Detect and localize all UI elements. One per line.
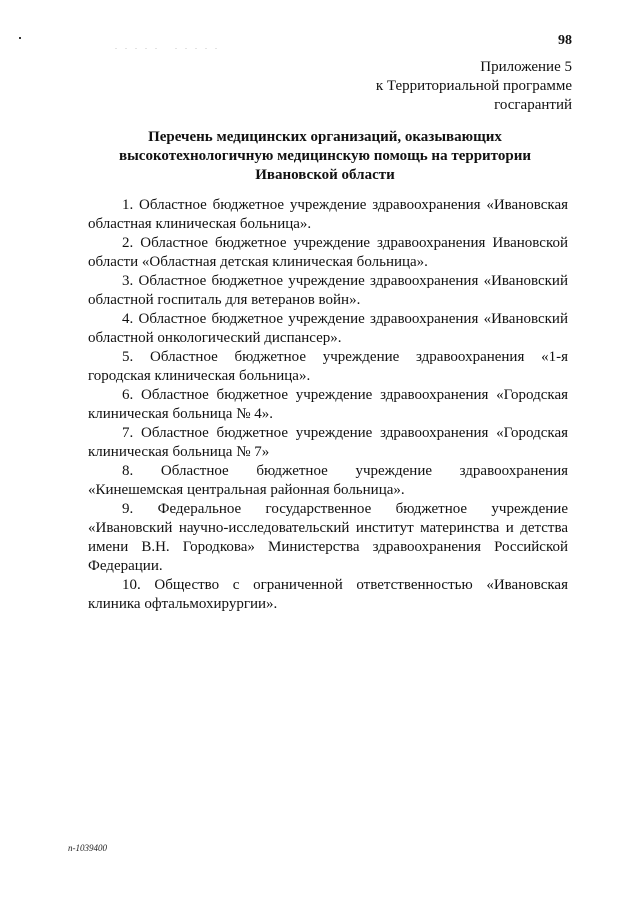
item-line: имени В.Н. Городкова» Министерства здравоохранения Российской <box>88 539 568 555</box>
list-item <box>88 196 568 234</box>
scan-noise: . . . . . . . . . . <box>115 42 220 51</box>
title-line: высокотехнологичную медицинскую помощь на территории <box>119 148 531 164</box>
organization-list <box>88 196 568 614</box>
item-line: клиническая больница № 7» <box>88 444 270 460</box>
document-title <box>90 128 560 185</box>
item-line: 1. Областное бюджетное учреждение здравоохранения «Ивановская <box>122 197 568 213</box>
item-line: «Ивановский научно-исследовательский институт материнства и детства <box>88 520 568 536</box>
list-item <box>88 348 568 386</box>
appendix-line: к Территориальной программе <box>375 78 572 94</box>
item-line: 3. Областное бюджетное учреждение здравоохранения «Ивановский <box>122 273 568 289</box>
title-line: Ивановской области <box>255 167 395 183</box>
item-line: 10. Общество с ограниченной ответственностью «Ивановская <box>122 577 568 593</box>
item-line: 8. Областное бюджетное учреждение здравоохранения <box>122 463 568 479</box>
footer-code: п-1039400 <box>68 843 107 853</box>
item-line: областной онкологический диспансер». <box>88 330 342 346</box>
item-line: городская клиническая больница». <box>88 368 311 384</box>
list-item <box>88 576 568 614</box>
title-line: Перечень медицинских организаций, оказывающих <box>148 129 502 145</box>
item-line: 5. Областное бюджетное учреждение здравоохранения «1-я <box>122 349 568 365</box>
appendix-line: Приложение 5 <box>480 59 572 75</box>
list-item <box>88 310 568 348</box>
item-line: 9. Федеральное государственное бюджетное учреждение <box>122 501 568 517</box>
scan-speck <box>19 37 21 39</box>
appendix-header <box>312 58 572 115</box>
item-line: 4. Областное бюджетное учреждение здравоохранения «Ивановский <box>122 311 568 327</box>
item-line: «Кинешемская центральная районная больница». <box>88 482 405 498</box>
list-item <box>88 462 568 500</box>
appendix-line: госгарантий <box>494 97 572 113</box>
page-number: 98 <box>558 33 572 48</box>
item-line: клиника офтальмохирургии». <box>88 596 278 612</box>
list-item <box>88 272 568 310</box>
item-line: областная клиническая больница». <box>88 216 312 232</box>
list-item <box>88 424 568 462</box>
item-line: 2. Областное бюджетное учреждение здравоохранения Ивановской <box>122 235 568 251</box>
item-line: области «Областная детская клиническая больница». <box>88 254 428 270</box>
item-line: областной госпиталь для ветеранов войн». <box>88 292 361 308</box>
item-line: 6. Областное бюджетное учреждение здравоохранения «Городская <box>122 387 568 403</box>
item-line: Федерации. <box>88 558 163 574</box>
list-item <box>88 386 568 424</box>
list-item <box>88 500 568 576</box>
item-line: 7. Областное бюджетное учреждение здравоохранения «Городская <box>122 425 568 441</box>
item-line: клиническая больница № 4». <box>88 406 274 422</box>
list-item <box>88 234 568 272</box>
